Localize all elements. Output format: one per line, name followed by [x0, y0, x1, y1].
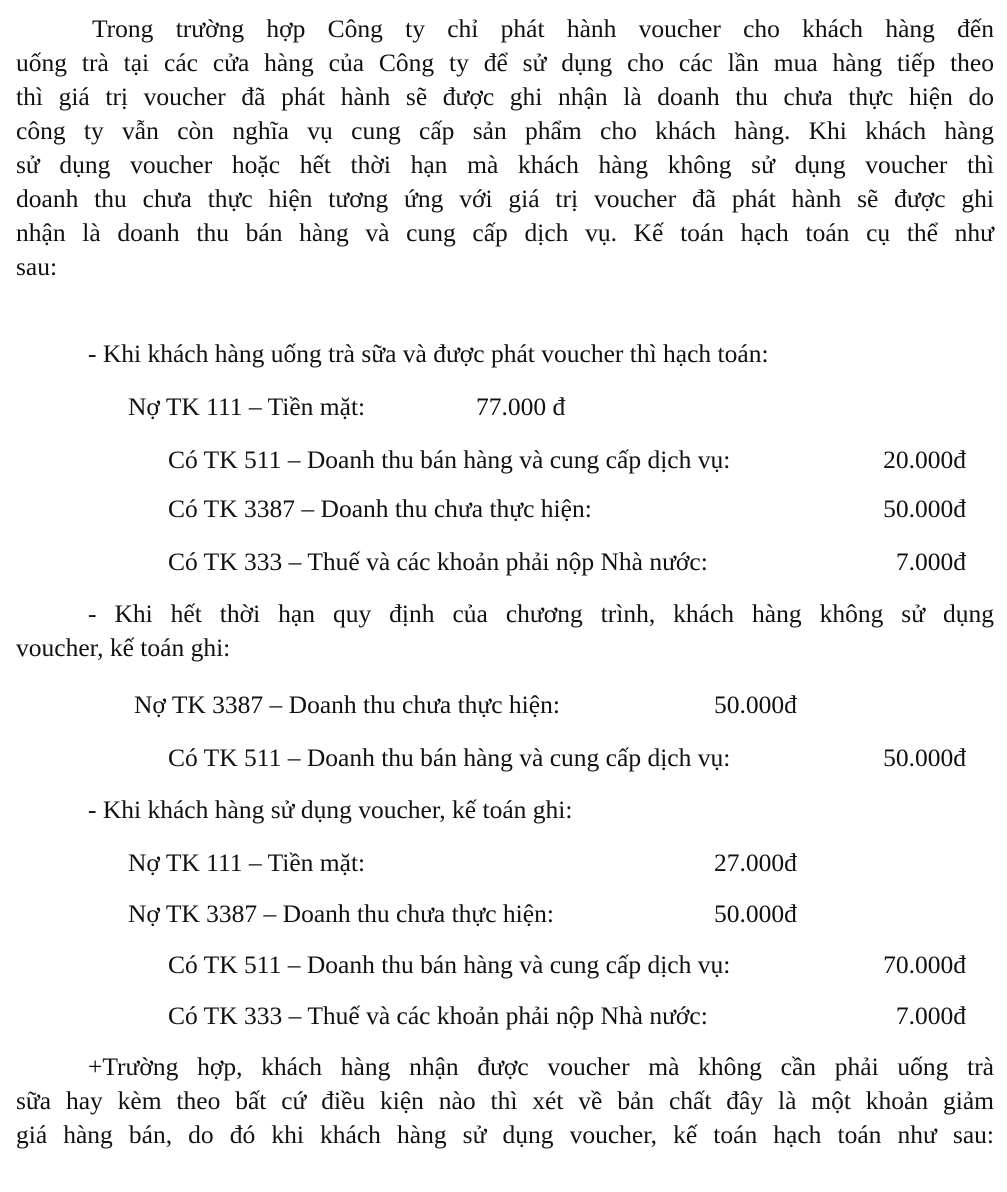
journal-entry [168, 492, 966, 526]
entry-account: Có TK 511 – Doanh thu bán hàng và cung cấp dịch vụ: [168, 445, 731, 474]
paragraph-line: uống trà tại các cửa hàng của Công ty để sử dụng cho các lần mua hàng tiếp theo [16, 48, 994, 77]
paragraph-line: +Trường hợp, khách hàng nhận được voucher mà không cần phải uống trà [88, 1052, 994, 1081]
entry-account: Có TK 333 – Thuế và các khoản phải nộp Nhà nước: [168, 547, 708, 576]
paragraph-line: nhận là doanh thu bán hàng và cung cấp dịch vụ. Kế toán hạch toán cụ thể như [16, 218, 994, 247]
entry-account: Có TK 3387 – Doanh thu chưa thực hiện: [168, 494, 592, 523]
journal-entry [134, 688, 834, 722]
journal-entry [168, 443, 966, 477]
entry-amount: 27.000đ [714, 848, 797, 877]
entry-account: Nợ TK 3387 – Doanh thu chưa thực hiện: [134, 690, 560, 719]
paragraph-line: giá hàng bán, do đó khi khách hàng sử dụng voucher, kế toán hạch toán như sau: [16, 1120, 994, 1149]
journal-entry [168, 948, 966, 982]
entry-account: Có TK 511 – Doanh thu bán hàng và cung cấp dịch vụ: [168, 743, 731, 772]
closing-paragraph [16, 1050, 994, 1152]
journal-entry [128, 390, 628, 424]
entry-account: Có TK 333 – Thuế và các khoản phải nộp Nhà nước: [168, 1001, 708, 1030]
entry-account: Nợ TK 111 – Tiền mặt: [128, 392, 366, 421]
paragraph-line: sữa hay kèm theo bất cứ điều kiện nào thì xét về bản chất đây là một khoản giảm [16, 1086, 994, 1115]
entry-amount: 77.000 đ [476, 392, 566, 421]
paragraph-line: - Khi hết thời hạn quy định của chương trình, khách hàng không sử dụng [88, 599, 994, 628]
journal-entry [168, 741, 966, 775]
entry-amount: 50.000đ [714, 690, 797, 719]
paragraph-line: doanh thu chưa thực hiện tương ứng với giá trị voucher đã phát hành sẽ được ghi [16, 184, 994, 213]
entry-account: Có TK 511 – Doanh thu bán hàng và cung cấp dịch vụ: [168, 950, 731, 979]
entry-amount: 50.000đ [714, 899, 797, 928]
entry-amount: 7.000đ [895, 547, 966, 576]
journal-entry [168, 999, 966, 1033]
entry-account: Nợ TK 3387 – Doanh thu chưa thực hiện: [128, 899, 554, 928]
paragraph-line: sử dụng voucher hoặc hết thời hạn mà khách hàng không sử dụng voucher thì [16, 150, 994, 179]
entry-amount: 50.000đ [883, 494, 966, 523]
paragraph-line: thì giá trị voucher đã phát hành sẽ được ghi nhận là doanh thu chưa thực hiện do [16, 82, 994, 111]
case2-heading [16, 597, 994, 665]
paragraph-line: voucher, kế toán ghi: [16, 633, 231, 662]
journal-entry [168, 545, 966, 579]
case1-heading: - Khi khách hàng uống trà sữa và được phát voucher thì hạch toán: [88, 339, 769, 368]
paragraph-line: sau: [16, 252, 58, 281]
entry-amount: 70.000đ [883, 950, 966, 979]
entry-amount: 20.000đ [883, 445, 966, 474]
paragraph-line: công ty vẫn còn nghĩa vụ cung cấp sản phẩm cho khách hàng. Khi khách hàng [16, 116, 994, 145]
entry-amount: 7.000đ [895, 1001, 966, 1030]
entry-amount: 50.000đ [883, 743, 966, 772]
journal-entry [128, 846, 828, 880]
entry-account: Nợ TK 111 – Tiền mặt: [128, 848, 366, 877]
journal-entry [128, 897, 828, 931]
intro-paragraph [16, 12, 994, 284]
case3-heading: - Khi khách hàng sử dụng voucher, kế toán ghi: [88, 795, 573, 824]
paragraph-line: Trong trường hợp Công ty chỉ phát hành voucher cho khách hàng đến [92, 14, 994, 43]
